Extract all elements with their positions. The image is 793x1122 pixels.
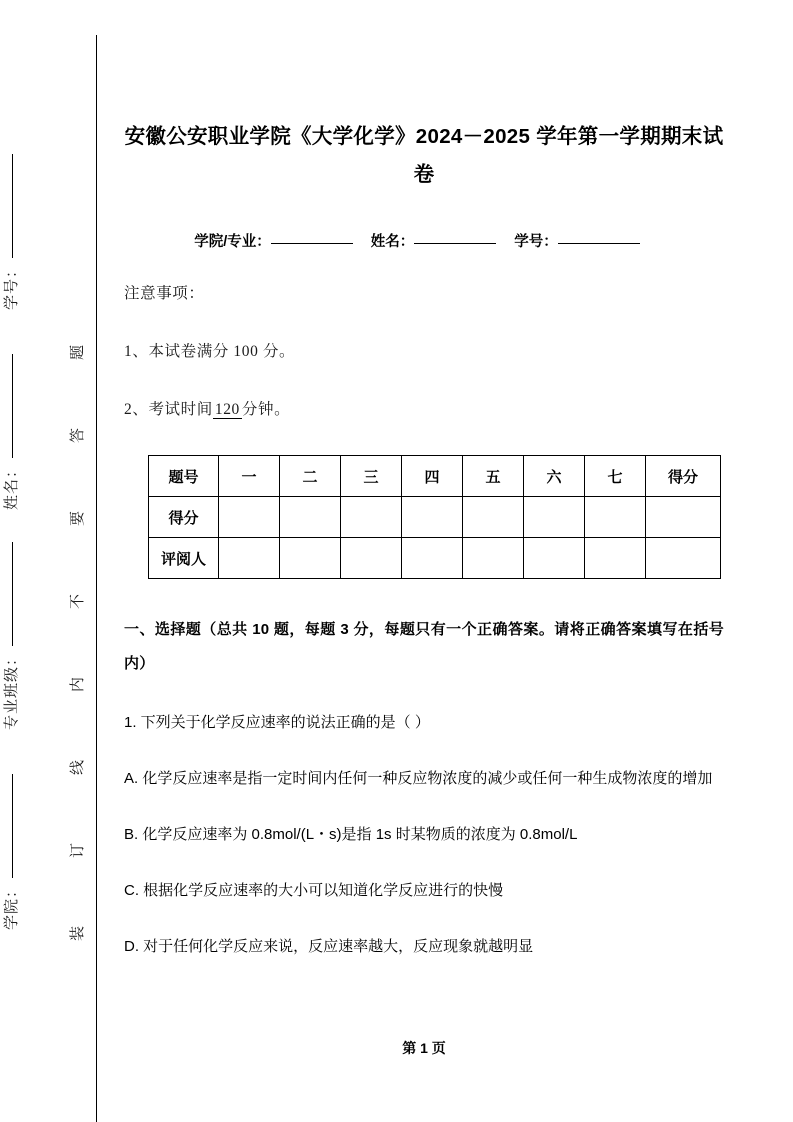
warning-char: 不 [70, 593, 87, 610]
score-cell[interactable] [646, 538, 721, 579]
question-1-option-a[interactable]: A. 化学反应速率是指一定时间内任何一种反应物浓度的减少或任何一种生成物浓度的增加 [124, 770, 713, 787]
score-cell[interactable] [219, 538, 280, 579]
warning-char: 答 [70, 427, 87, 444]
score-cell[interactable] [402, 538, 463, 579]
score-table-header-cell: 一 [219, 456, 280, 497]
warning-char: 要 [70, 510, 87, 527]
margin-field-label: 学号： [4, 261, 20, 310]
score-table-header-cell: 六 [524, 456, 585, 497]
score-cell[interactable] [402, 497, 463, 538]
binding-margin-rail [0, 0, 110, 1122]
score-row-label: 评阅人 [149, 538, 219, 579]
warning-char: 装 [70, 925, 87, 942]
question-stem-1: 1. 下列关于化学反应速率的说法正确的是（ ） [124, 714, 430, 731]
student-info-name [371, 234, 497, 250]
field-label: 学院/专业： [194, 234, 271, 250]
notice-item-2 [124, 397, 724, 419]
score-table-header-cell: 五 [463, 456, 524, 497]
score-row-label: 得分 [149, 497, 219, 538]
margin-field-label: 学院： [4, 881, 20, 930]
margin-field-blank[interactable] [12, 774, 13, 878]
student-info-row [124, 230, 724, 251]
score-cell[interactable] [524, 538, 585, 579]
margin-field-name [0, 270, 21, 510]
page-footer: 第 1 页 [402, 1040, 446, 1056]
field-blank[interactable] [414, 243, 496, 244]
section-heading-multiple-choice: 一、选择题（总共 10 题，每题 3 分，每题只有一个正确答案。请将正确答案填写在括号内） [124, 621, 724, 672]
student-info-id [514, 234, 640, 250]
notice-item-1: 1、本试卷满分 100 分。 [124, 343, 296, 360]
margin-divider-line [96, 35, 97, 1122]
warning-char: 内 [70, 676, 87, 693]
question-1-option-b[interactable]: B. 化学反应速率为 0.8mol/(L・s)是指 1s 时某物质的浓度为 0.8mol/L [124, 826, 578, 843]
margin-field-blank[interactable] [12, 354, 13, 458]
score-table-header-cell: 题号 [149, 456, 219, 497]
field-label: 学号： [514, 234, 558, 250]
question-1-option-c[interactable]: C. 根据化学反应速率的大小可以知道化学反应进行的快慢 [124, 882, 504, 899]
score-table-header-cell: 得分 [646, 456, 721, 497]
binding-line-warning-text [66, 345, 92, 1009]
score-cell[interactable] [524, 497, 585, 538]
warning-char: 题 [70, 344, 87, 361]
notice-item-2-suffix: 分钟。 [241, 401, 291, 418]
score-cell[interactable] [585, 538, 646, 579]
score-cell[interactable] [463, 497, 524, 538]
score-table-header-cell: 七 [585, 456, 646, 497]
student-info-college-major [194, 234, 353, 250]
field-blank[interactable] [558, 243, 640, 244]
score-table-header-cell: 三 [341, 456, 402, 497]
score-cell[interactable] [463, 538, 524, 579]
question-1-option-d[interactable]: D. 对于任何化学反应来说，反应速率越大，反应现象就越明显 [124, 938, 534, 955]
score-cell[interactable] [646, 497, 721, 538]
margin-field-label: 专业班级： [4, 649, 20, 730]
score-cell[interactable] [341, 538, 402, 579]
margin-field-blank[interactable] [12, 154, 13, 258]
page-title: 安徽公安职业学院《大学化学》2024－2025 学年第一学期期末试卷 [124, 125, 724, 186]
score-cell[interactable] [341, 497, 402, 538]
exam-duration-value: 120 [214, 401, 240, 418]
margin-field-label: 姓名： [4, 461, 20, 510]
score-table-header-cell: 四 [402, 456, 463, 497]
warning-char: 线 [70, 759, 87, 776]
table-row [149, 538, 721, 579]
score-table [148, 455, 721, 579]
score-table-header-cell: 二 [280, 456, 341, 497]
notice-item-2-prefix: 2、考试时间 [124, 401, 213, 418]
field-blank[interactable] [271, 243, 353, 244]
score-cell[interactable] [280, 538, 341, 579]
warning-char: 订 [70, 842, 87, 859]
field-label: 姓名： [370, 234, 415, 250]
margin-field-college [0, 690, 21, 930]
table-row-header [149, 456, 721, 497]
notice-heading: 注意事项： [124, 285, 205, 302]
table-row [149, 497, 721, 538]
score-cell[interactable] [280, 497, 341, 538]
margin-field-blank[interactable] [12, 542, 13, 646]
score-cell[interactable] [219, 497, 280, 538]
exam-page-body [124, 0, 724, 1122]
score-cell[interactable] [585, 497, 646, 538]
